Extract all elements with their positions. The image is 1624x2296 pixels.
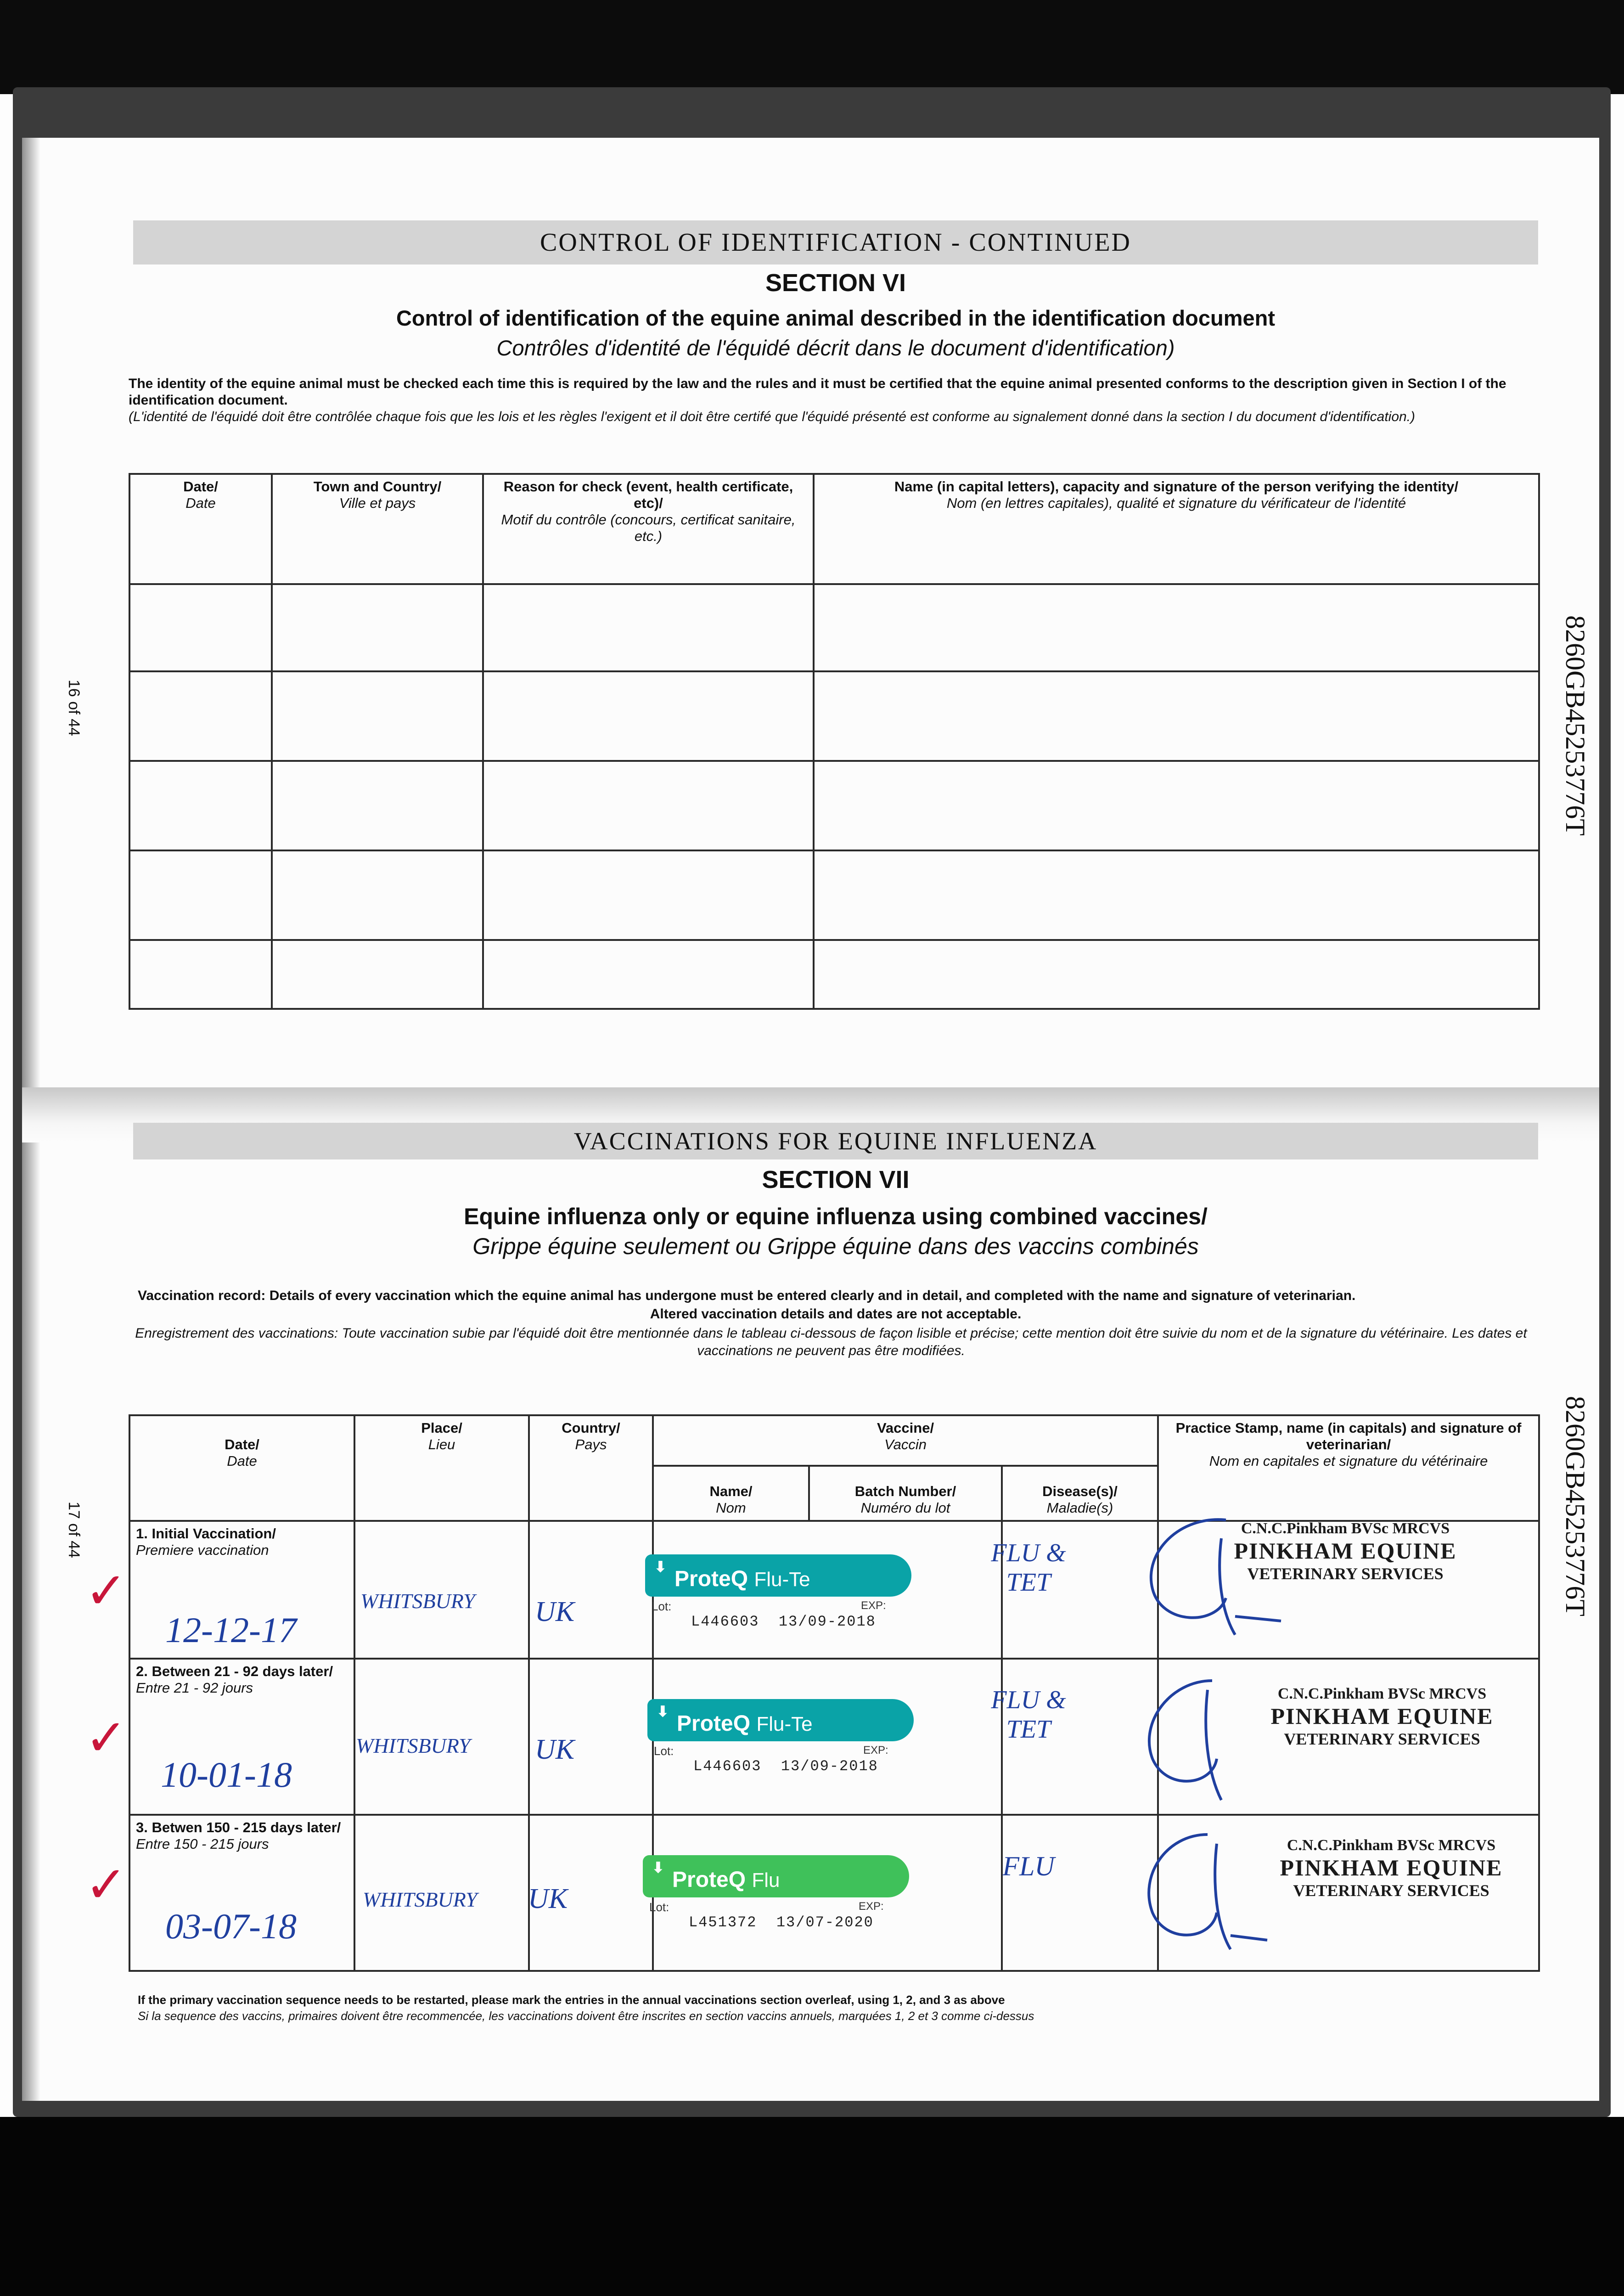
- passport-id-code: 8260GB45253776T: [1560, 615, 1590, 836]
- section-vi-banner: CONTROL OF IDENTIFICATION - CONTINUED: [133, 220, 1538, 264]
- vaccination-date: 10-01-18: [161, 1755, 292, 1795]
- exp-label: EXP:: [861, 1599, 886, 1612]
- vet-practice-stamp: C.N.C.Pinkham BVSc MRCVS PINKHAM EQUINE VETERINARY SERVICES: [1280, 1837, 1503, 1900]
- section-vii-banner: VACCINATIONS FOR EQUINE INFLUENZA: [133, 1123, 1538, 1159]
- date-cell[interactable]: 2. Between 21 - 92 days later/ Entre 21 - 92 jours: [129, 1659, 354, 1815]
- verifier-cell[interactable]: [814, 671, 1539, 761]
- table-header-row: [129, 1415, 1539, 1466]
- town-cell[interactable]: [272, 761, 483, 850]
- batch-number: L446603 13/09-2018: [693, 1758, 878, 1775]
- reason-cell[interactable]: [483, 940, 814, 1009]
- column-header-stamp: Practice Stamp, name (in capitals) and signature of veterinarian/ Nom en capitales et signature du vétérinaire: [1158, 1415, 1539, 1521]
- section-vi-title-fr: Contrôles d'identité de l'équidé décrit dans le document d'identification): [496, 336, 1175, 360]
- vet-signature: [1129, 1671, 1267, 1809]
- vaccination-record-note: Vaccination record: Details of every vaccination which the equine animal has undergone must be entered clearly and in detail, and completed with the name and signature of veterinarian.: [138, 1288, 1356, 1303]
- page-number-16: 16 of 44: [65, 680, 83, 736]
- vaccination-place: WHITSBURY: [363, 1888, 478, 1911]
- down-arrow-icon: ⬇: [654, 1559, 667, 1575]
- vaccination-country: UK: [535, 1734, 575, 1765]
- scan-border-top: [0, 0, 1624, 94]
- table-row: [129, 761, 1539, 850]
- exp-label: EXP:: [859, 1900, 884, 1913]
- vaccine-sticker: [643, 1855, 909, 1942]
- vaccine-sticker: [647, 1699, 914, 1786]
- town-cell[interactable]: [272, 940, 483, 1009]
- date-cell[interactable]: [129, 940, 272, 1009]
- section-vi-intro-fr: (L'identité de l'équidé doit être contrôlée chaque fois que les lois et les règles l'exigent et il doit être certifé que l'équidé présenté est conforme au signalement donné dans la section I du document d'identification.): [129, 409, 1416, 424]
- table-header-row: [129, 474, 1539, 584]
- section-vi-heading: SECTION VI: [765, 269, 906, 297]
- exp-label: EXP:: [863, 1744, 888, 1756]
- vaccination-country: UK: [535, 1596, 575, 1627]
- vaccine-sticker: [645, 1554, 911, 1642]
- vaccination-date: 03-07-18: [165, 1906, 297, 1946]
- verifier-cell[interactable]: [814, 940, 1539, 1009]
- vet-signature: [1129, 1825, 1286, 1963]
- lot-label: Lot:: [649, 1900, 669, 1914]
- verifier-cell[interactable]: [814, 850, 1539, 940]
- date-cell[interactable]: [129, 761, 272, 850]
- vaccine-name: ProteQ Flu-Te: [674, 1567, 810, 1591]
- reason-cell[interactable]: [483, 850, 814, 940]
- reason-cell[interactable]: [483, 671, 814, 761]
- section-vii-title: Equine influenza only or equine influenza using combined vaccines/: [464, 1204, 1208, 1229]
- town-cell[interactable]: [272, 584, 483, 671]
- column-header-country: Country/ Pays: [529, 1415, 653, 1521]
- scan-border-bottom: [0, 2117, 1624, 2296]
- date-cell[interactable]: 1. Initial Vaccination/ Premiere vaccination: [129, 1521, 354, 1659]
- verifier-cell[interactable]: [814, 761, 1539, 850]
- vaccination-record-note-fr: Enregistrement des vaccinations: Toute vaccination subie par l'équidé doit être mentionnée dans le tableau ci-dessous de façon lisible et précise; cette mention doit être suivie du nom et de la signature du vétérinaire. Les dates et vaccinations ne peuvent pas être modifiées.: [135, 1326, 1527, 1358]
- identification-check-table: [129, 473, 1540, 1010]
- column-header-reason: Reason for check (event, health certificate, etc)/ Motif du contrôle (concours, certificat sanitaire, etc.): [483, 474, 814, 584]
- column-header-date: Date/ Date: [129, 474, 272, 584]
- country-cell[interactable]: [529, 1521, 653, 1659]
- table-row: [129, 671, 1539, 761]
- vet-practice-stamp: C.N.C.Pinkham BVSc MRCVS PINKHAM EQUINE VETERINARY SERVICES: [1234, 1520, 1457, 1583]
- vaccine-brand-bar: [645, 1554, 911, 1597]
- column-header-town: Town and Country/ Ville et pays: [272, 474, 483, 584]
- table-row: [129, 850, 1539, 940]
- verifier-cell[interactable]: [814, 584, 1539, 671]
- red-check-mark: ✓: [85, 1561, 128, 1620]
- column-header-verifier: Name (in capital letters), capacity and signature of the person verifying the identity/ Nom (en lettres capitales), qualité et signature du vérificateur de l'identité: [814, 474, 1539, 584]
- date-cell[interactable]: 3. Betwen 150 - 215 days later/ Entre 150 - 215 jours: [129, 1815, 354, 1971]
- vet-signature: [1129, 1511, 1322, 1644]
- section-vi-title: Control of identification of the equine animal described in the identification document: [396, 306, 1276, 330]
- vaccine-brand-bar: [647, 1699, 914, 1741]
- lot-label: Lot:: [652, 1599, 672, 1613]
- passport-id-code: 8260GB45253776T: [1560, 1396, 1590, 1616]
- page-number-17: 17 of 44: [65, 1502, 83, 1558]
- town-cell[interactable]: [272, 850, 483, 940]
- down-arrow-icon: ⬇: [652, 1859, 664, 1876]
- vaccine-name: ProteQ Flu-Te: [677, 1711, 813, 1736]
- disease-entry: FLU: [1002, 1851, 1055, 1881]
- vaccination-country: UK: [528, 1883, 568, 1914]
- section-vii-title-fr: Grippe équine seulement ou Grippe équine dans des vaccins combinés: [472, 1233, 1199, 1259]
- batch-number: L446603 13/09-2018: [691, 1613, 876, 1630]
- section-vii-heading: SECTION VII: [762, 1166, 910, 1193]
- down-arrow-icon: ⬇: [657, 1703, 669, 1720]
- vaccination-altered-note: Altered vaccination details and dates are not acceptable.: [650, 1306, 1022, 1322]
- vet-practice-stamp: C.N.C.Pinkham BVSc MRCVS PINKHAM EQUINE VETERINARY SERVICES: [1270, 1685, 1494, 1748]
- table-row: [129, 584, 1539, 671]
- red-check-mark: ✓: [85, 1708, 128, 1767]
- vaccination-date: 12-12-17: [165, 1610, 297, 1650]
- restart-footnote: If the primary vaccination sequence needs to be restarted, please mark the entries in the annual vaccinations section overleaf, using 1, 2, and 3 as above: [138, 1993, 1005, 2007]
- reason-cell[interactable]: [483, 584, 814, 671]
- section-vi-intro: The identity of the equine animal must be checked each time this is required by the law and the rules and it must be certified that the equine animal presented conforms to the description given in Section I of the identification document.: [129, 376, 1506, 408]
- vaccination-place: WHITSBURY: [360, 1589, 475, 1613]
- red-check-mark: ✓: [85, 1855, 128, 1914]
- vaccine-name: ProteQ Flu: [672, 1868, 780, 1892]
- vaccination-place: WHITSBURY: [356, 1734, 471, 1757]
- date-cell[interactable]: [129, 671, 272, 761]
- table-row: [129, 940, 1539, 1009]
- column-header-vaccine: Vaccine/ Vaccin: [653, 1415, 1158, 1466]
- column-header-date: Date/ Date: [129, 1415, 354, 1521]
- date-cell[interactable]: [129, 850, 272, 940]
- column-header-vaccine-name: Name/ Nom: [653, 1466, 809, 1521]
- town-cell[interactable]: [272, 671, 483, 761]
- date-cell[interactable]: [129, 584, 272, 671]
- disease-entry: FLU & TET: [991, 1686, 1066, 1744]
- vaccine-brand-bar: [643, 1855, 909, 1897]
- reason-cell[interactable]: [483, 761, 814, 850]
- column-header-disease: Disease(s)/ Maladie(s): [1002, 1466, 1158, 1521]
- column-header-place: Place/ Lieu: [354, 1415, 529, 1521]
- batch-number: L451372 13/07-2020: [689, 1914, 874, 1931]
- disease-entry: FLU & TET: [991, 1539, 1066, 1597]
- column-header-batch: Batch Number/ Numéro du lot: [809, 1466, 1002, 1521]
- lot-label: Lot:: [654, 1744, 674, 1758]
- restart-footnote-fr: Si la sequence des vaccins, primaires doivent être recommencée, les vaccinations doivent être inscrites en section vaccins annuels, marquées 1, 2 et 3 comme ci-dessus: [138, 2009, 1034, 2023]
